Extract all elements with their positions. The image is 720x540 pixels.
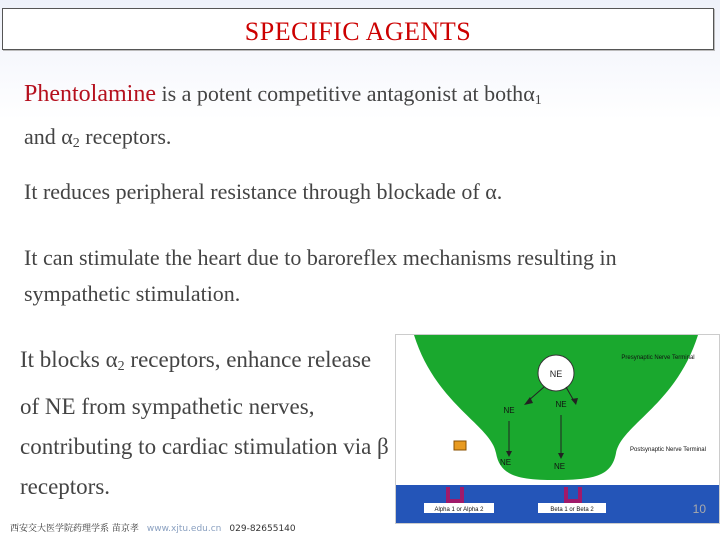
paragraph-baroreflex: It can stimulate the heart due to baroreflex mechanisms resulting in sympathetic stimulation. (24, 245, 617, 306)
paragraph-phentolamine (24, 76, 704, 162)
p1-text-c: receptors. (79, 124, 172, 149)
footer-website[interactable]: www.xjtu.edu.cn (146, 524, 222, 534)
ne-right-label: NE (555, 400, 567, 409)
paragraph-peripheral-resistance: It reduces peripheral resistance through blockade of α. (24, 179, 503, 204)
page-number: 10 (692, 502, 706, 516)
ne-left-label: NE (503, 406, 515, 415)
alpha-symbol: α (105, 347, 118, 372)
alpha-subscript: 2 (117, 359, 125, 374)
footer-institution: 西安交大医学院药理学系 苗京孝 (10, 524, 139, 534)
p1-text-b: and (24, 124, 62, 149)
alpha2-subscript: 2 (72, 136, 80, 151)
synapse-diagram (395, 334, 720, 524)
p4-text-a: It blocks (20, 347, 106, 372)
footer-phone: 029-82655140 (229, 524, 296, 534)
ne-lower-right-label: NE (554, 462, 566, 471)
synapse-svg (396, 335, 720, 524)
ne-lower-left-label: NE (500, 458, 512, 467)
paragraph-alpha2-block (20, 340, 390, 507)
p4-text-b: receptors, enhance release of NE from sympathetic nerves, contributing to cardiac stimulation via β receptors. (20, 347, 389, 499)
beta-receptor-label: Beta 1 or Beta 2 (550, 507, 594, 513)
vesicle-label: NE (549, 369, 563, 379)
slide-title: SPECIFIC AGENTS (244, 17, 472, 46)
drug-marker (454, 441, 466, 450)
alpha2-symbol: α (61, 124, 73, 149)
presynaptic-label: Presynaptic Nerve Terminal (621, 355, 695, 361)
p1-text-a: is a potent competitive antagonist at both (155, 81, 524, 106)
footer (10, 521, 296, 534)
postsynaptic-label: Postsynaptic Nerve Terminal (630, 447, 706, 453)
title-box (2, 8, 714, 50)
alpha1-subscript: 1 (534, 93, 542, 108)
alpha1-symbol: α (523, 81, 535, 106)
alpha-receptor-label: Alpha 1 or Alpha 2 (434, 507, 484, 513)
drug-name: Phentolamine (24, 81, 156, 107)
